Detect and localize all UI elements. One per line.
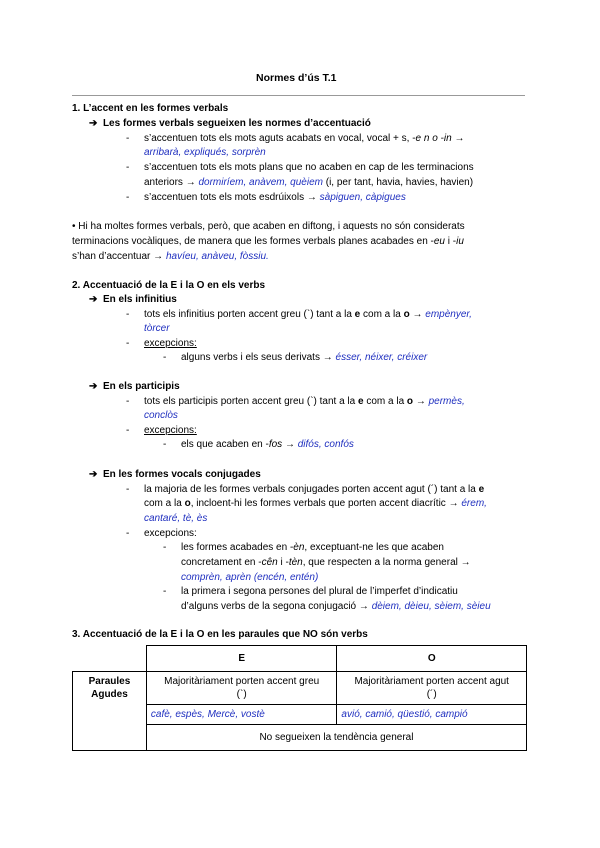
exceptions-label: excepcions: [144,528,197,539]
list-text: com a la [144,498,182,509]
cell-line: Majoritàriament porten accent greu [164,676,320,687]
note-line [72,250,269,263]
dash: - [163,586,167,597]
list-text: com a la [366,396,405,407]
subsection-conjugades [89,468,261,481]
o-rule-cell [337,672,527,705]
section-1-heading: 1. L’accent en les formes verbals [72,103,229,114]
arrow-icon: → [448,498,459,509]
dash: - [126,133,130,144]
arrow-icon: → [284,439,295,450]
dash: - [126,425,130,436]
list-text: tots els infinitius porten accent greu (`) tant a la [144,309,352,320]
subsection-title: En els infinitius [102,294,177,305]
arrow-icon: → [454,133,465,144]
page-title: Normes d’ús T.1 [256,72,337,84]
example-text: sàpiguen, càpigues [319,192,406,203]
e-examples-cell: cafè, espès, Mercè, vostè [146,705,337,725]
row-label-paraules-agudes [73,672,147,751]
accent-table [72,645,527,751]
example-text: conclòs [144,410,178,421]
list-text-italic: cên [261,557,278,568]
letter-e: e [358,396,364,407]
cell-line: (´) [426,689,437,700]
list-text: tots els participis porten accent greu (`) tant a la [144,396,356,407]
example-text: cantaré, tè, ès [144,513,208,524]
dash: - [126,192,130,203]
subsection-title: En les formes vocals conjugades [102,469,261,480]
list-item [181,438,354,451]
list-text: alguns verbs i els seus derivats [181,352,320,363]
example-text: dormiríem, anàvem, quèiem [198,177,323,188]
list-text: els que acaben en - [181,439,269,450]
list-item [144,132,464,145]
list-text: s’accentuen tots els mots aguts acabats en vocal, vocal + s, - [144,133,416,144]
row-label-line: Paraules [88,676,131,687]
section-1-subheading [89,117,371,130]
col-header-e: E [146,646,337,672]
letter-o: o [403,309,410,320]
cell-line: Majoritàriament porten accent agut [354,676,509,687]
list-text: com a la [363,309,401,320]
arrow-icon: → [306,192,317,203]
list-item [144,395,465,408]
e-rule-cell [146,672,337,705]
subsection-title: En els participis [102,381,180,392]
note-text: s’han d’accentuar [72,251,151,262]
example-text: empènyer, [425,309,472,320]
dash: - [126,528,130,539]
list-text: (i, per tant, havia, havies, havien) [325,177,474,188]
arrow-bullet-icon: ➔ [89,469,98,480]
exceptions-label: excepcions: [144,338,197,349]
list-text-italic: tèn [288,557,303,568]
dash: - [126,396,130,407]
example-text: comprèn, aprèn (encén, entén) [181,572,319,583]
example-text: érem, [461,498,487,509]
list-item [144,308,472,321]
list-text: , incloent-hi les formes verbals que porten accent diacrític [190,498,446,509]
note-italic: eu [433,236,445,247]
list-text-italic: e n o -in [415,133,452,144]
cell-line: (`) [236,689,247,700]
list-text-italic: èn [293,542,305,553]
note-line: • Hi ha moltes formes verbals, però, que acaben en diftong, i aquests no són considerats [72,221,465,232]
dash: - [126,162,130,173]
arrow-icon: → [185,177,196,188]
general-note-cell: No segueixen la tendència general [146,725,526,751]
section-3-heading: 3. Accentuació de la E i la O en les paraules que NO són verbs [72,629,368,640]
letter-e: e [354,309,361,320]
list-item [144,483,484,496]
dash: - [126,338,130,349]
list-item [144,176,473,189]
dash: - [163,439,167,450]
dash: - [126,484,130,495]
subheading-text: Les formes verbals segueixen les normes d’accentuació [102,118,371,129]
dash: - [163,542,167,553]
list-text-italic: fos [268,439,283,450]
table-header-row [73,646,527,672]
o-examples-cell: avió, camió, qüestió, campió [337,705,527,725]
arrow-icon: → [322,352,333,363]
dash: - [163,352,167,363]
letter-o: o [184,498,191,509]
table-corner [73,646,147,672]
note-text: i - [445,236,457,247]
letter-o: o [406,396,414,407]
table-row [73,672,527,705]
list-text: , que respecten a la norma general [302,557,458,568]
list-text: d’alguns verbs de la segona conjugació [181,601,357,612]
list-item [181,600,491,613]
title-divider [72,95,525,96]
exceptions-label: excepcions: [144,425,197,436]
list-item [181,541,444,554]
example-text: dèiem, dèieu, sèiem, sèieu [371,601,491,612]
col-header-o: O [337,646,527,672]
note-line [72,235,464,248]
example-text: permès, [428,396,465,407]
example-text: difós, confós [297,439,354,450]
note-text: terminacions vocàliques, de manera que les formes verbals planes acabades en - [72,236,434,247]
subsection-infinitius [89,293,177,306]
arrow-icon: → [358,601,369,612]
list-text: concretament en - [181,557,262,568]
letter-e: e [478,484,485,495]
arrow-icon: → [415,396,426,407]
dash: - [126,309,130,320]
list-item: la primera i segona persones del plural de l’imperfet d’indicatiu [181,586,458,597]
list-text: i - [277,557,289,568]
list-item [181,556,471,569]
list-text: s’accentuen tots els mots esdrúixols [144,192,305,203]
list-item [144,497,487,510]
list-text: anteriors [144,177,183,188]
list-item [181,351,427,364]
arrow-bullet-icon: ➔ [89,118,98,129]
list-text: les formes acabades en - [181,542,294,553]
subsection-participis [89,380,180,393]
example-text: arribarà, expliqués, sorprèn [144,147,266,158]
row-label-line: Agudes [91,689,128,700]
example-text: tòrcer [144,323,170,334]
arrow-icon: → [153,251,164,262]
list-text: la majoria de les formes verbals conjugades porten accent agut (´) tant a la [144,484,476,495]
example-text: havíeu, anàveu, fòssiu. [165,251,269,262]
arrow-icon: → [460,557,471,568]
example-text: ésser, néixer, créixer [335,352,428,363]
arrow-bullet-icon: ➔ [89,381,98,392]
note-italic: iu [456,236,464,247]
list-text: , exceptuant-ne les que acaben [304,542,444,553]
list-item [144,191,406,204]
list-item: s’accentuen tots els mots plans que no acaben en cap de les terminacions [144,162,474,173]
arrow-icon: → [412,309,423,320]
arrow-bullet-icon: ➔ [89,294,98,305]
section-2-heading: 2. Accentuació de la E i la O en els verbs [72,280,266,291]
